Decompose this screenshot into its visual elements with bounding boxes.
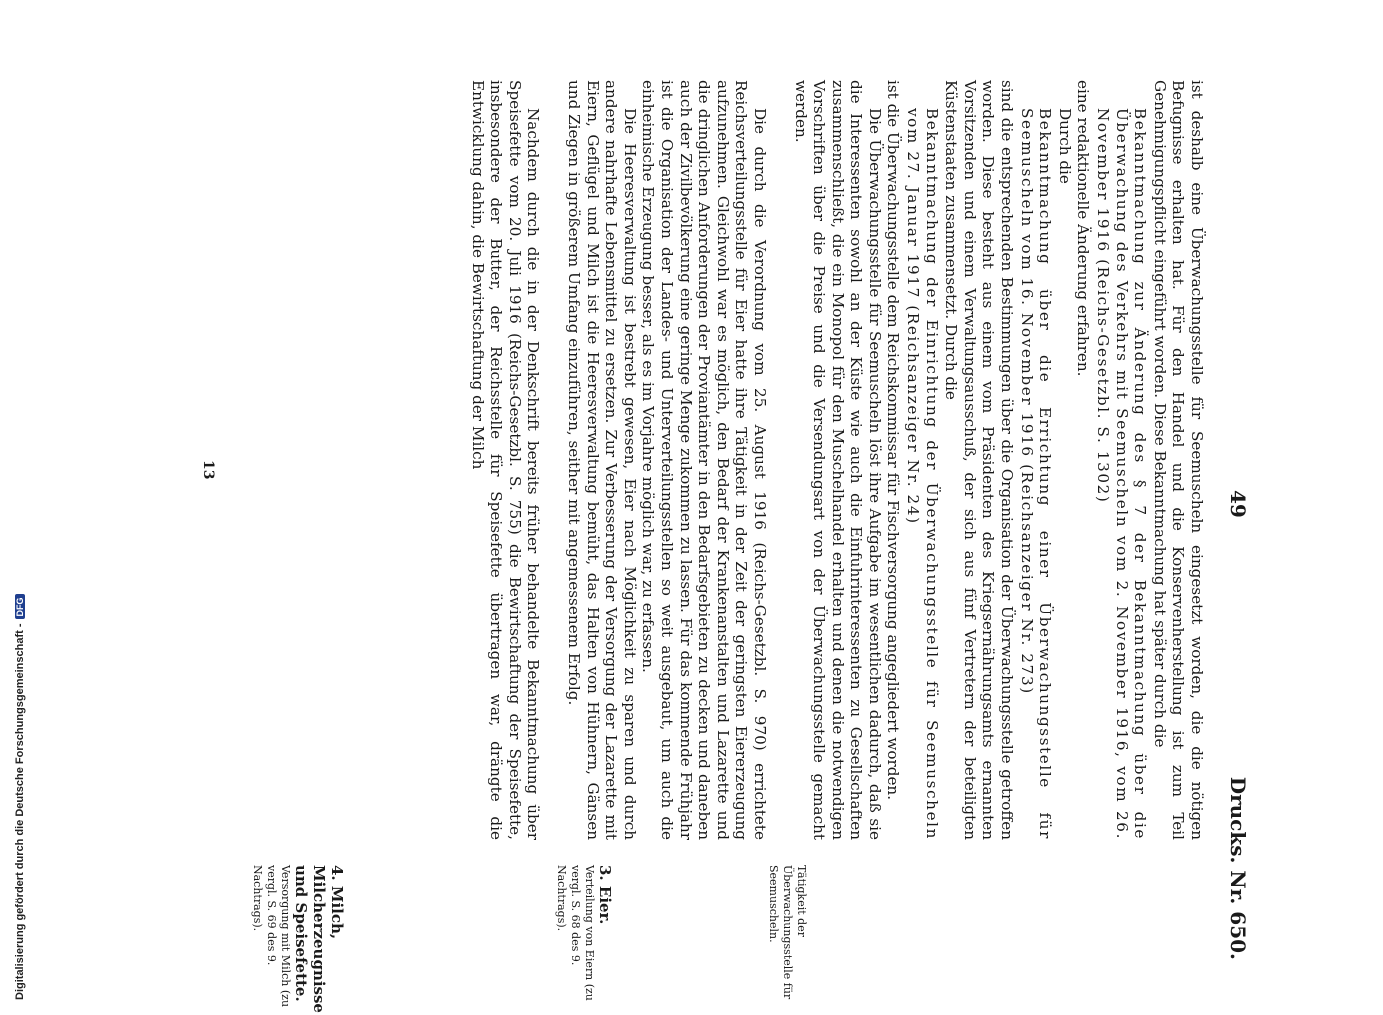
sheet-number: 13: [200, 460, 216, 480]
paragraph-4: Die durch die Verordnung vom 25. August 1916 (Reichs-Gesetzbl. S. 970) errichtete Reichsverteilungsstelle für Eier hatte ihre Tätigkeit in der Zeit der geringsten Eiererzeugung aufzunehmen. Gleichwohl war es möglich, den Bedarf der Krankenanstalten und Lazarette und die dringlichen Anforderungen der Proviantämter in den Bedarfsgebieten zu decken und daneben auch der Zivilbevölkerung eine geringe Menge zukommen zu lassen. Für das kommende Frühjahr ist die Organisation der Landes- und Unterverteilungsstellen so weit ausgebaut, um auch die einheimische Erzeugung besser, als es im Vorjahre möglich war, zu erfassen.: [639, 80, 769, 840]
page-number: 49: [1226, 490, 1250, 518]
paragraph-3: Die Überwachungsstelle für Seemuscheln löst ihre Aufgabe im wesentlichen dadurch, daß sie die Interessenten sowohl an der Küste wie auch die Einfuhrinteressenten zu Gesellschaften zusammenschließt, die ein Monopol für den Muschelhandel erhalten und denen die notwendigen Vorschriften über die Preise und die Versendungsart von der Überwachungsstelle gemacht werden.: [791, 80, 884, 840]
margin-note-text: Verteilung von Eiern (zu vergl. S. 68 des 9. Nachtrags).: [555, 865, 596, 1001]
dfg-logo-icon: DFG: [15, 594, 25, 619]
margin-note-text: Tätigkeit der Überwachungsstelle für Seemuscheln.: [767, 865, 808, 1000]
body-text: [468, 80, 1206, 840]
credit-text: Digitalisierung gefördert durch die Deutsche Forschungsgemeinschaft -: [14, 623, 26, 1000]
margin-note-eier: [554, 865, 614, 1015]
digitization-credit: [0, 597, 26, 1000]
margin-note-seemuscheln: [766, 865, 808, 1015]
margin-note-heading: 4. Milch, Milcherzeugnisse und Speisefette.: [292, 865, 346, 1013]
paragraph-6: Nachdem durch die in der Denkschrift bereits früher behandelte Bekanntmachung über Speisefette vom 20. Juli 1916 (Reichs-Gesetzbl. S. 755) die Bewirtschaftung der Speisefette, insbesondere der Butter, der Reichsstelle für Speisefette übertragen war, drängte die Entwicklung dahin, die Bewirtschaftung der Milch: [468, 80, 543, 840]
print-reference: Drucks. Nr. 650.: [1226, 776, 1250, 960]
margin-note-heading: 3. Eier.: [596, 865, 614, 925]
paragraph-1-end: eine redaktionelle Änderung erfahren.: [1074, 80, 1093, 377]
rotated-print-page: [130, 80, 1250, 1013]
citation-2: Bekanntmachung über die Errichtung einer Überwachungsstelle für Seemuscheln vom 16. November 1916 (Reichsanzeiger Nr. 273): [1017, 108, 1055, 840]
citation-1: Bekanntmachung zur Änderung des § 7 der Bekanntmachung über die Überwachung des Verkehrs mit Seemuscheln vom 2. November 1916, vom 26. November 1916 (Reichs-Gesetzbl. S. 1302): [1094, 108, 1150, 840]
paragraph-5: Die Heeresverwaltung ist bestrebt gewesen, Eier nach Möglichkeit zu sparen und durch andere nahrhafte Lebensmittel zu ersetzen. Zur Verbesserung der Versorgung der Lazarette mit Eiern, Geflügel und Milch ist die Heeresverwaltung bemüht, das Halten von Hühnern, Gänsen und Ziegen in größerem Umfang einzuführen, seither mit angemessenem Erfolg.: [565, 80, 639, 840]
paragraph-1: ist deshalb eine Überwachungsstelle für Seemuscheln eingesetzt worden, die die nötigen Befugnisse erhalten hat. Für den Handel und die Konservenherstellung ist zum Teil Genehmigungspflicht eingeführt worden. Diese Bekanntmachung hat später durch die: [1150, 80, 1206, 840]
paragraph-2-intro: Durch die: [1055, 108, 1074, 184]
paragraph-2-end: ist die Überwachungsstelle dem Reichskommissar für Fischversorgung angegliedert worden.: [884, 80, 903, 801]
paragraph-2: sind die entsprechenden Bestimmungen über die Organisation der Überwachungsstelle getroffen worden. Diese besteht aus einem vom Präsidenten des Kriegsernährungsamts ernannten Vorsitzenden und einem Verwaltungsausschuß, der sich aus fünf Vertretern der beteiligten Küstenstaaten zusammensetzt. Durch die: [942, 80, 1017, 840]
margin-note-text: Versorgung mit Milch (zu vergl. S. 69 des 9. Nachtrags).: [251, 865, 292, 1008]
citation-3: Bekanntmachung der Einrichtung der Überwachungsstelle für Seemuscheln vom 27. Januar 1917 (Reichsanzeiger Nr. 24): [904, 108, 941, 840]
margin-note-milch: [250, 865, 346, 1015]
page-header: [1222, 80, 1250, 960]
